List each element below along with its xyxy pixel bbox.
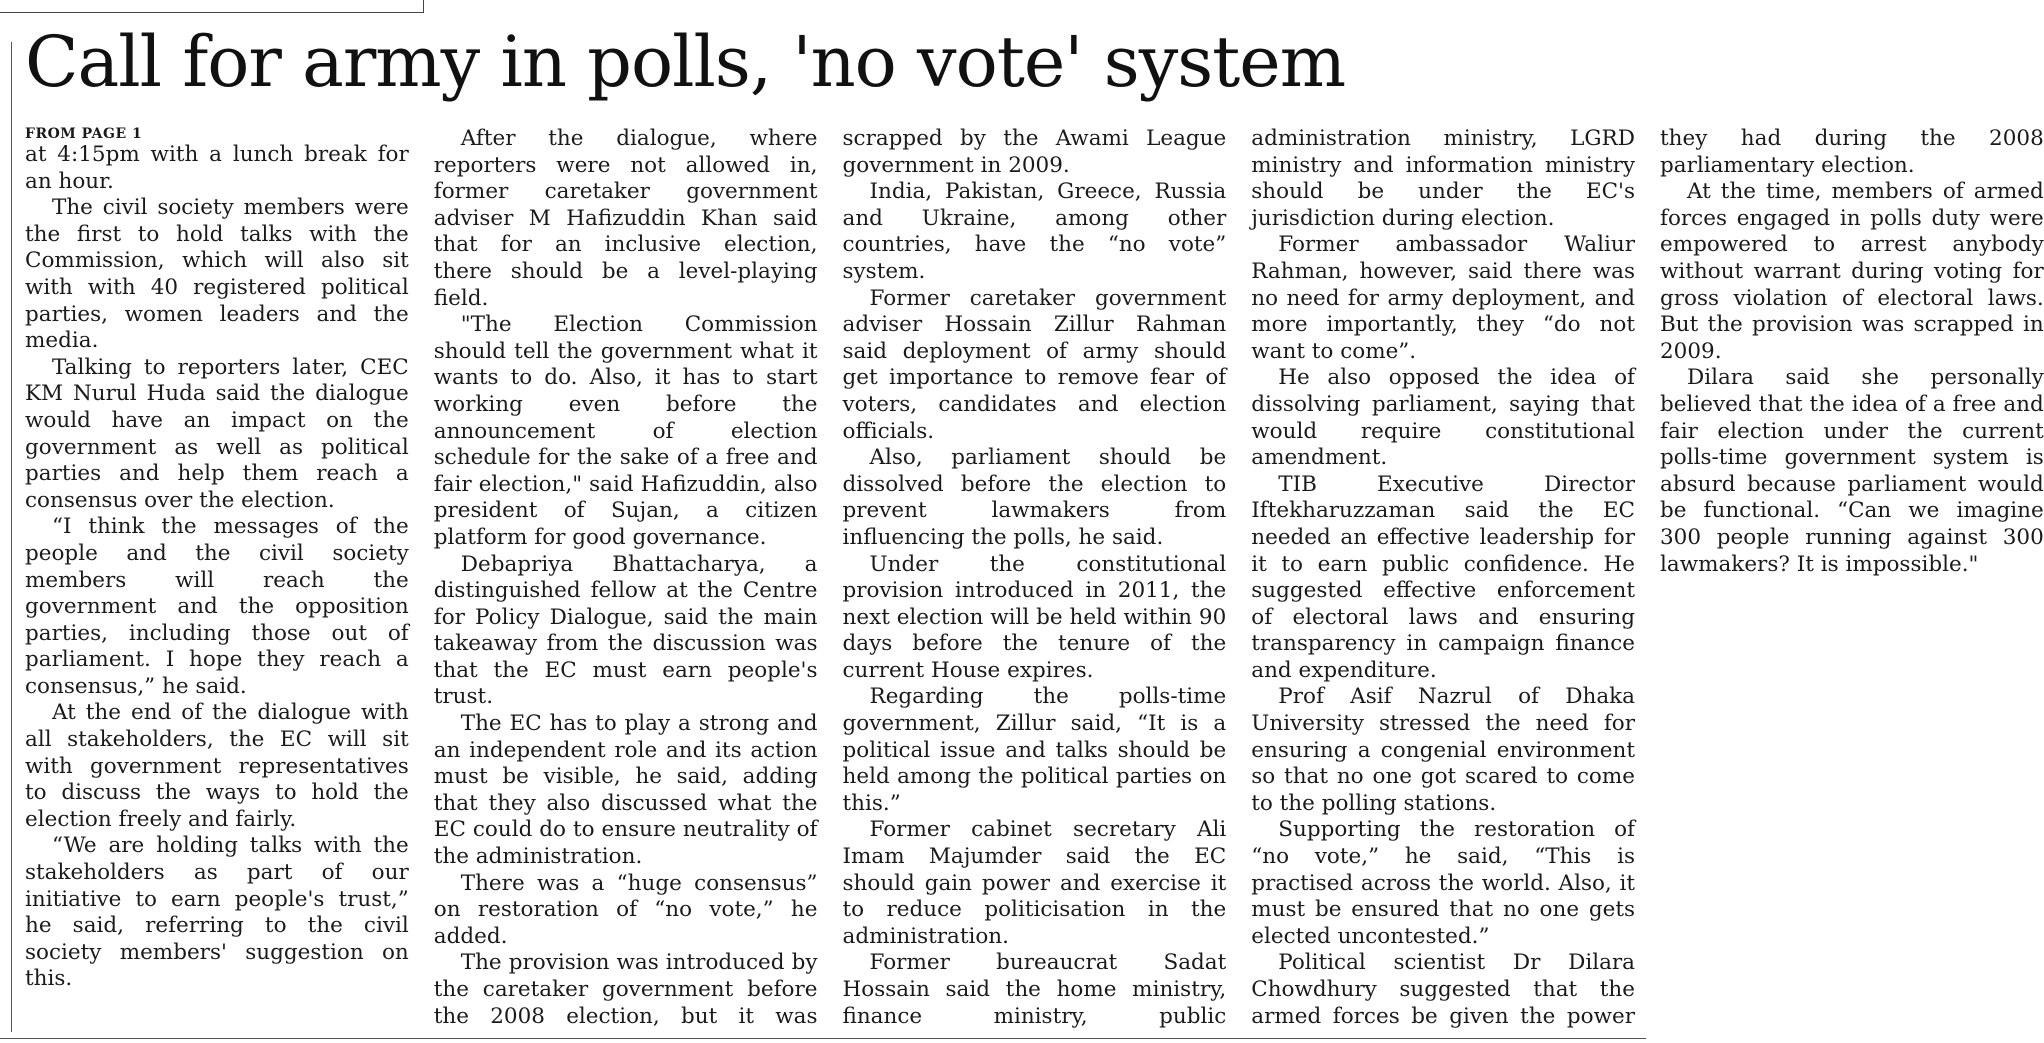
article-paragraph: At the time, members of armed forces engaged in polls duty were empowered to arrest anybody without warrant during voting for gross violation of electoral laws. But the provision was scrapped in 2009. [1660, 179, 2044, 364]
left-column-rule [11, 42, 12, 1032]
article-paragraph: Former cabinet secretary Ali Imam Majumder said the EC should gain power and exercise it to reduce politicisation in the administration. [842, 817, 1227, 949]
article-paragraph: TIB Executive Director Iftekharuzzaman said the EC needed an effective leadership for it to earn public confidence. He suggested effective enforcement of electoral laws and ensuring transparency in campaign finance and expenditure. [1251, 471, 1635, 683]
article-paragraph: Dilara said she personally believed that the idea of a free and fair election under the current polls-time government system is absurd because parliament would be functional. “Can we imagine 300 people running against 300 lawmakers? It is impossible." [1660, 365, 2044, 577]
article-paragraph: Supporting the restoration of “no vote,” he said, “This is practised across the world. Also, it must be ensured that no one gets elected uncontested.” [1251, 817, 1635, 949]
article-paragraph: Former caretaker government adviser Hossain Zillur Rahman said deployment of army should get importance to remove fear of voters, candidates and election officials. [842, 285, 1227, 444]
article-paragraph: Prof Asif Nazrul of Dhaka University stressed the need for ensuring a congenial environment so that no one got scared to come to the polling stations. [1251, 684, 1635, 816]
article-paragraph: Political scientist Dr Dilara Chowdhury suggested that the armed forces be given the power they had during the 2008 parliamentary election. [1251, 126, 2044, 1029]
article-paragraph: After the dialogue, where reporters were not allowed in, former caretaker government adviser M Hafizuddin Khan said that for an inclusive election, there should be a level-playing field. [433, 126, 818, 311]
article-paragraph: “I think the messages of the people and the civil society members will reach the government and the opposition parties, including those out of parliament. I hope they reach a consensus,” he said. [25, 514, 409, 699]
bottom-rule [0, 1038, 1646, 1039]
article-paragraph: He also opposed the idea of dissolving parliament, saying that would require constitutional amendment. [1251, 365, 1635, 471]
article-paragraph: at 4:15pm with a lunch break for an hour. [25, 142, 409, 194]
article-paragraph: “We are holding talks with the stakeholders as part of our initiative to earn people's trust,” he said, referring to the civil society members' suggestion on this. [25, 833, 409, 992]
article-paragraph: Former ambassador Waliur Rahman, however, said there was no need for army deployment, and more importantly, they “do not want to come”. [1251, 232, 1635, 364]
article-paragraph: The provision was introduced by the caretaker government before the 2008 election, but it was scrapped by the Awami League government in 2009. [433, 126, 1227, 1029]
article-body [25, 126, 2044, 1032]
article-paragraph: Former bureaucrat Sadat Hossain said the home ministry, finance ministry, public administration ministry, LGRD ministry and information ministry should be under the EC's jurisdiction during election. [842, 126, 1635, 1029]
article-paragraph: There was a “huge consensus” on restoration of “no vote,” he added. [433, 870, 818, 949]
continuation-kicker: FROM PAGE 1 [25, 126, 143, 142]
article-paragraph: Under the constitutional provision introduced in 2011, the next election will be held within 90 days before the tenure of the current House expires. [842, 551, 1227, 683]
article-paragraph: Also, parliament should be dissolved before the election to prevent lawmakers from influencing the polls, he said. [842, 445, 1227, 550]
article-paragraph: Regarding the polls-time government, Zillur said, “It is a political issue and talks should be held among the political parties on this.” [842, 684, 1227, 816]
article-paragraph: "The Election Commission should tell the government what it wants to do. Also, it has to start working even before the announcement of election schedule for the sake of a free and fair election," said Hafizuddin, also president of Sujan, a citizen platform for good governance. [433, 312, 818, 550]
headline: Call for army in polls, 'no vote' system [25, 21, 1346, 103]
article-paragraph: Talking to reporters later, CEC KM Nurul Huda said the dialogue would have an impact on the government as well as political parties and help them reach a consensus over the election. [25, 354, 409, 513]
top-frame-rule [0, 0, 424, 13]
article-paragraph: At the end of the dialogue with all stakeholders, the EC will sit with government representatives to discuss the ways to hold the election freely and fairly. [25, 700, 409, 832]
article-paragraph: India, Pakistan, Greece, Russia and Ukraine, among other countries, have the “no vote” system. [842, 179, 1227, 284]
article-paragraph: The EC has to play a strong and an independent role and its action must be visible, he said, adding that they also discussed what the EC could do to ensure neutrality of the administration. [433, 711, 818, 870]
article-paragraph: Debapriya Bhattacharya, a distinguished fellow at the Centre for Policy Dialogue, said the main takeaway from the discussion was that the EC must earn people's trust. [433, 551, 818, 710]
article-paragraph: The civil society members were the first to hold talks with the Commission, which will also sit with with 40 registered political parties, women leaders and the media. [25, 195, 409, 354]
